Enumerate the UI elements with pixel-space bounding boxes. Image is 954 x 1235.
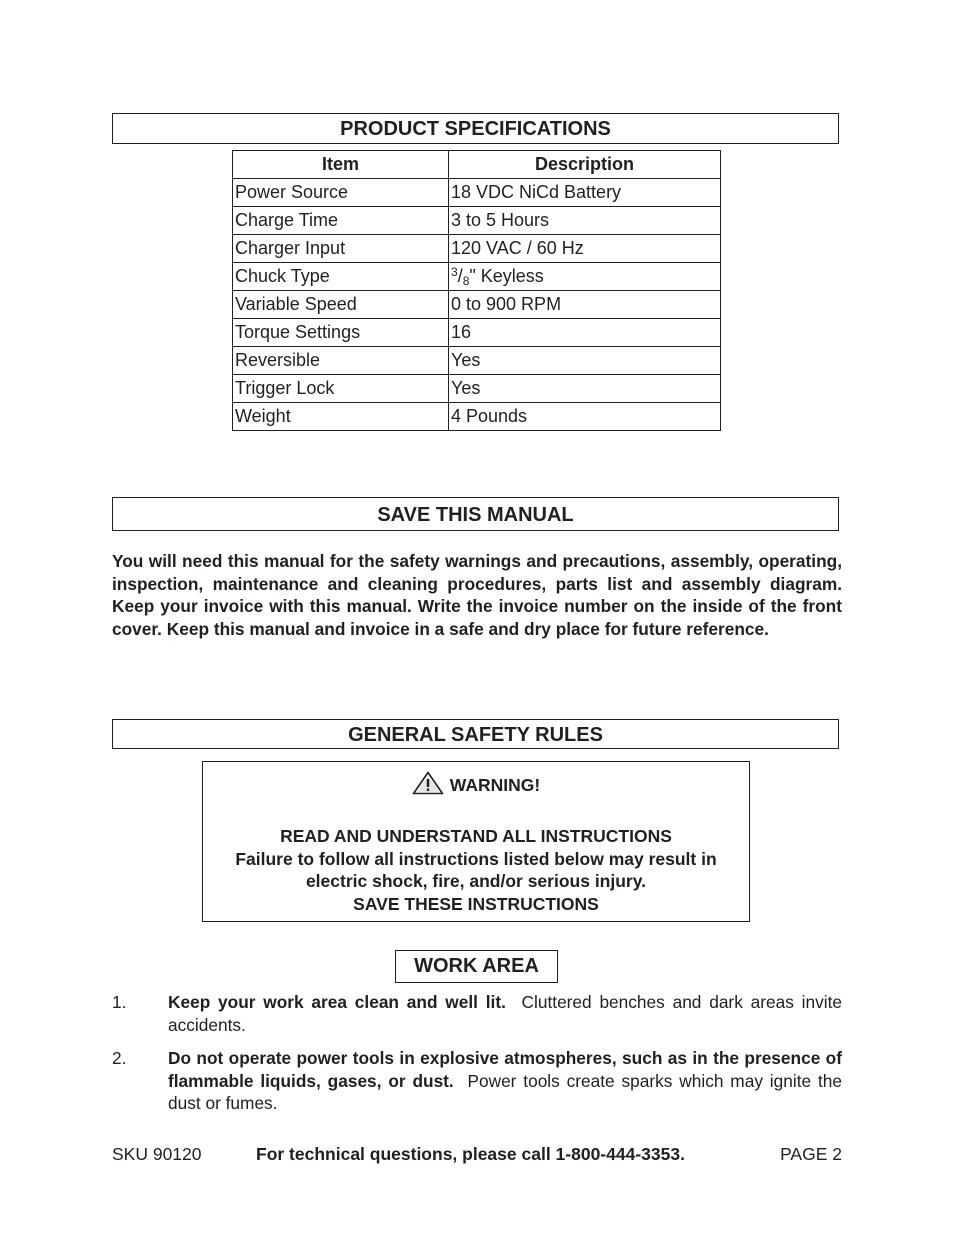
table-header-row (233, 151, 721, 179)
warning-line: READ AND UNDERSTAND ALL INSTRUCTIONS (280, 826, 672, 846)
save-manual-header: SAVE THIS MANUAL (112, 497, 839, 531)
list-item-number: 1. (112, 992, 127, 1012)
spec-description: 18 VDC NiCd Battery (449, 179, 721, 207)
spec-description: 3 to 5 Hours (449, 207, 721, 235)
warning-text (203, 825, 749, 915)
table-row (233, 403, 721, 431)
rule-text: Cluttered benches and dark areas invite accidents. (168, 992, 842, 1035)
footer-technical-contact: For technical questions, please call 1-800-444-3353. (256, 1144, 685, 1164)
list-item-body (168, 1047, 842, 1115)
warning-triangle-icon (412, 771, 444, 795)
warning-line: electric shock, fire, and/or serious injury. (305, 871, 647, 891)
general-safety-rules-header: GENERAL SAFETY RULES (112, 719, 839, 749)
fraction-numerator: 3 (451, 265, 458, 279)
warning-title: WARNING! (449, 775, 541, 795)
work-area-header: WORK AREA (395, 950, 558, 983)
spec-description: Yes (449, 347, 721, 375)
column-header-description: Description (449, 151, 721, 179)
list-item-number: 2. (112, 1048, 127, 1068)
spec-item: Torque Settings (233, 319, 449, 347)
spec-description: 120 VAC / 60 Hz (449, 235, 721, 263)
specifications-table (232, 150, 721, 431)
rule-bold-text: Keep your work area clean and well lit. (168, 992, 506, 1012)
footer-page-number: PAGE 2 (780, 1144, 842, 1164)
warning-title-row (203, 770, 749, 800)
column-header-item: Item (233, 151, 449, 179)
footer-sku: SKU 90120 (112, 1144, 202, 1164)
spec-item: Charge Time (233, 207, 449, 235)
table-row (233, 179, 721, 207)
warning-line: Failure to follow all instructions listed below may result in (235, 848, 717, 869)
product-specifications-header: PRODUCT SPECIFICATIONS (112, 113, 839, 144)
table-row (233, 319, 721, 347)
table-row (233, 263, 721, 291)
spec-description: Yes (449, 375, 721, 403)
list-item-body (168, 991, 842, 1036)
list-item (112, 1047, 842, 1115)
spec-item: Reversible (233, 347, 449, 375)
save-manual-paragraph: You will need this manual for the safety warnings and precautions, assembly, operating, inspection, maintenance and cleaning procedures, parts list and assembly diagram. Keep your invoice with this manual. Write the invoice number on the inside of the front cover. Keep this manual and invoice in a safe and dry place for future reference. (112, 551, 842, 639)
fraction-denominator: 8 (462, 274, 470, 288)
rule-bold-text: Do not operate power tools in explosive atmospheres, such as in the presence of flammable liquids, gases, or dust. (168, 1048, 842, 1091)
rule-text: Power tools create sparks which may ignite the dust or fumes. (168, 1070, 842, 1114)
spec-item: Weight (233, 403, 449, 431)
warning-box (202, 761, 750, 922)
spec-item: Variable Speed (233, 291, 449, 319)
table-row (233, 347, 721, 375)
table-row (233, 375, 721, 403)
spec-description: 4 Pounds (449, 403, 721, 431)
spec-item: Charger Input (233, 235, 449, 263)
table-row (233, 207, 721, 235)
spec-item: Trigger Lock (233, 375, 449, 403)
table-row (233, 235, 721, 263)
page-footer (112, 1142, 842, 1166)
warning-line: SAVE THESE INSTRUCTIONS (353, 893, 599, 914)
spec-description: 16 (449, 319, 721, 347)
table-row (233, 291, 721, 319)
spec-item: Power Source (233, 179, 449, 207)
spec-description: $^3/_8$" Keyless (449, 263, 721, 291)
chuck-type-text: " Keyless (469, 266, 544, 286)
list-item (112, 991, 842, 1036)
spec-item: Chuck Type (233, 263, 449, 291)
spec-description: 0 to 900 RPM (449, 291, 721, 319)
